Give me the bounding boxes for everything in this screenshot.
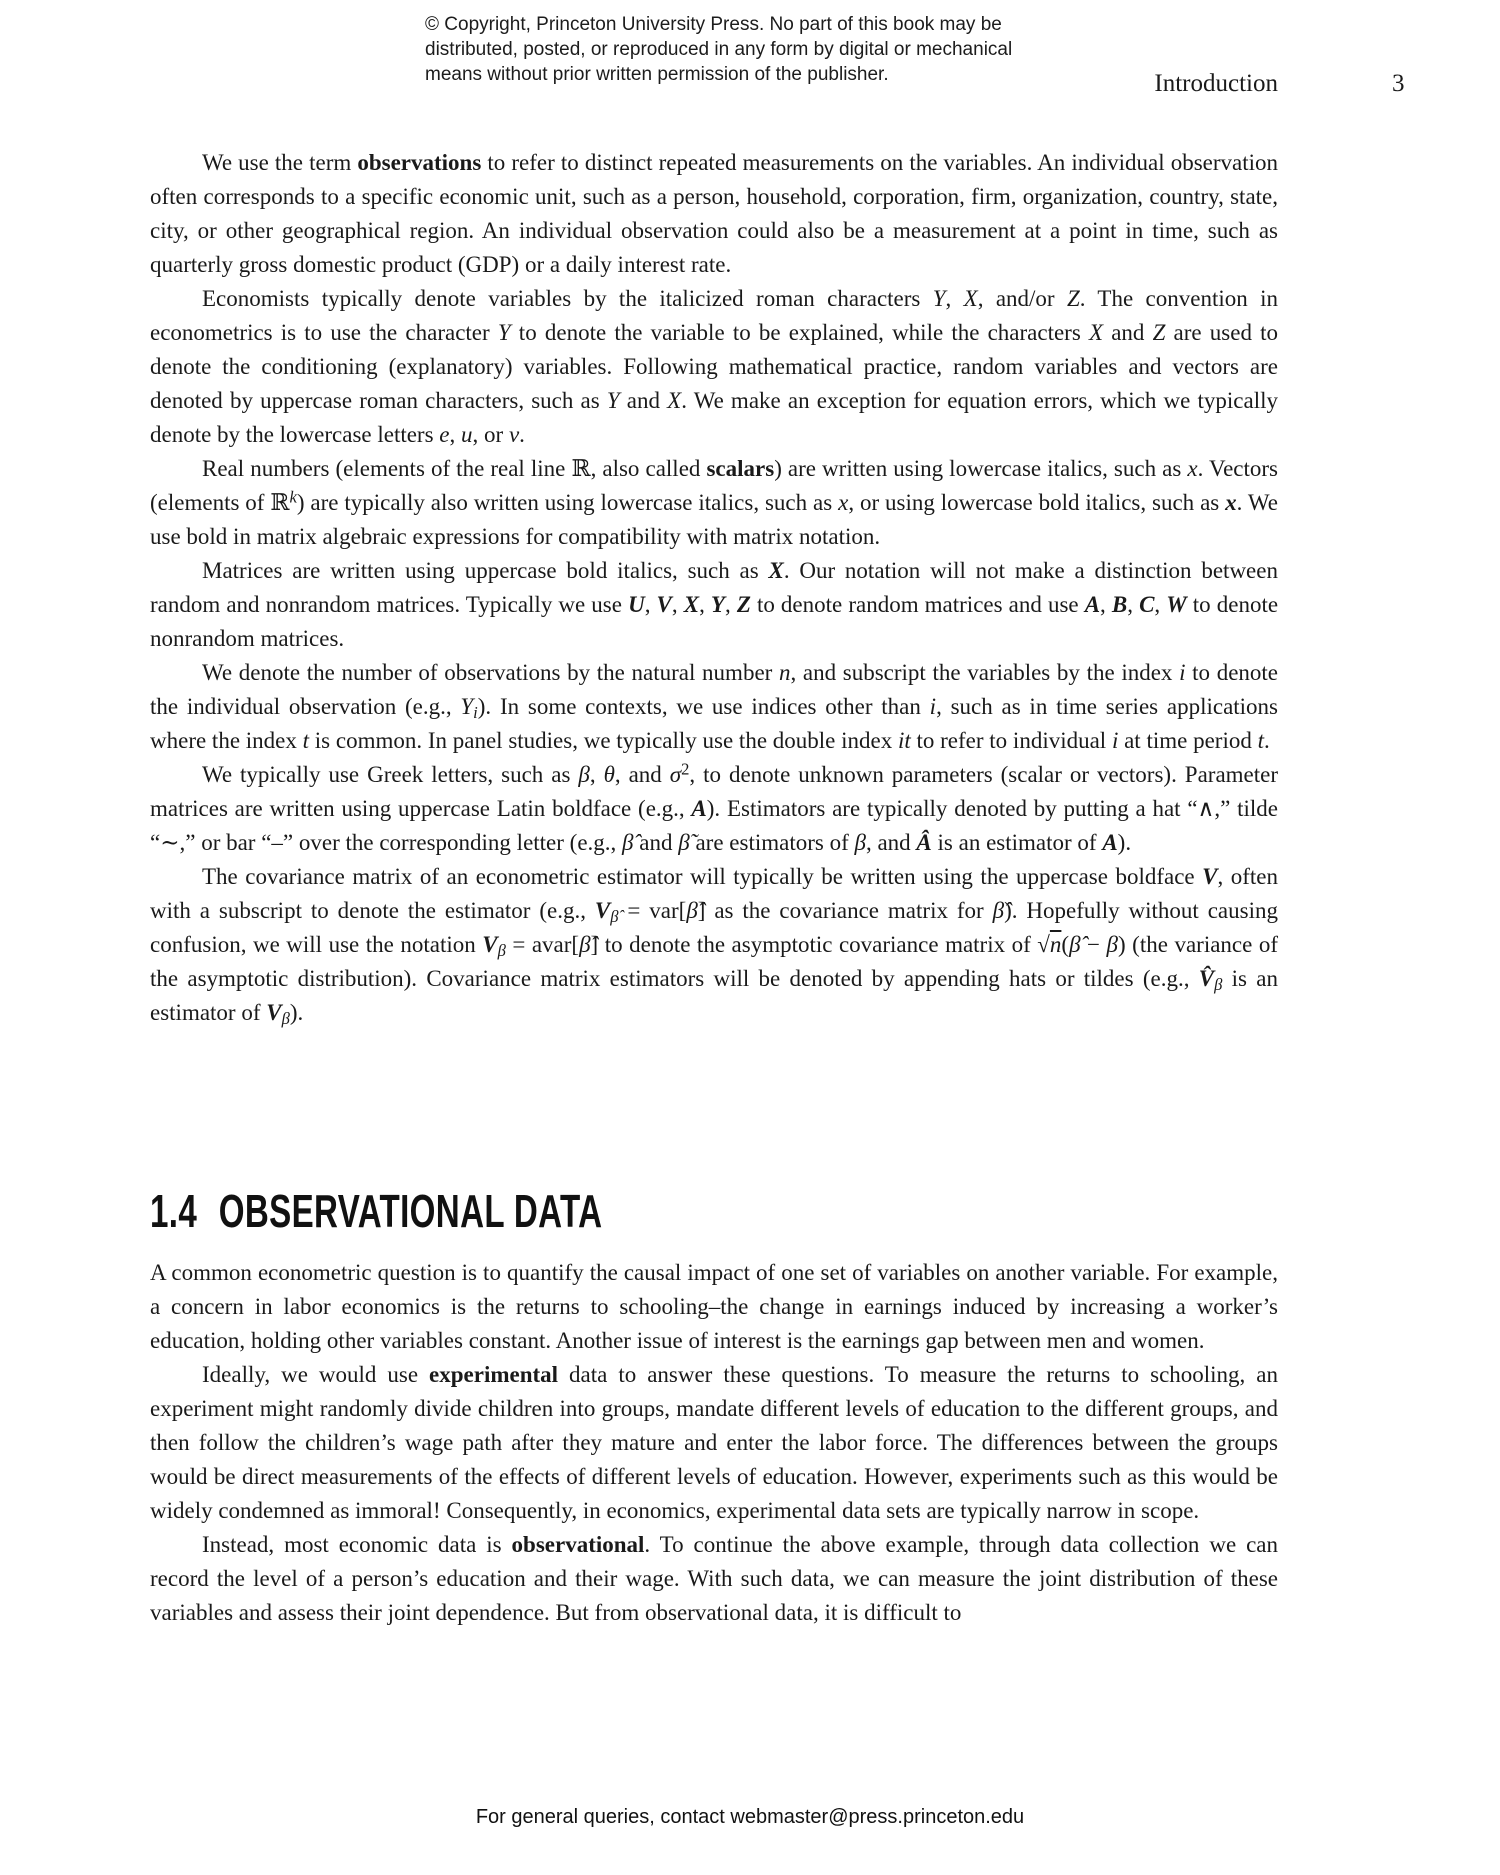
paragraph: We typically use Greek letters, such as β, θ, and $\sigma^2$, to denote unknown parameters (scalar or vectors). Parameter matrices are written using uppercase Latin boldface (e.g., A). Estimators are typically denoted by putting a hat “∧,” tilde “∼,” or bar “–” over the corresponding letter (e.g., β̂ and β̃ are estimators of β, and Â is an estimator of A).	[150, 759, 1279, 855]
paragraph: A common econometric question is to quantify the causal impact of one set of variables on another variable. For example, a concern in labor economics is the returns to schooling–the change in earnings induced by increasing a worker’s education, holding other variables constant. Another issue of interest is the earnings gap between men and women.	[150, 1260, 1278, 1353]
section-number: 1.4	[150, 1185, 198, 1237]
copyright-notice	[425, 12, 1012, 87]
copyright-line: © Copyright, Princeton University Press. No part of this book may be	[425, 14, 1002, 35]
page-number: 3	[1392, 70, 1405, 97]
paragraph: The covariance matrix of an econometric estimator will typically be written using the uppercase boldface V, often with a subscript to denote the estimator (e.g., $V_{\betâ}$ = var[β̂] as the covariance matrix for β̂). Hopefully without causing confusion, we will use the notation $V_\beta$ = avar[β̂] to denote the asymptotic covariance matrix of √n(β̂ − β) (the variance of the asymptotic distribution). Covariance matrix estimators will be denoted by appending hats or tildes (e.g., $V̂_\beta$ is an estimator of $V_\beta$).	[150, 864, 1278, 1029]
paragraph: We use the term observations to refer to distinct repeated measurements on the variables. An individual observation often corresponds to a specific economic unit, such as a person, household, corporation, firm, organization, country, state, city, or other geographical region. An individual observation could also be a measurement at a point in time, such as quarterly gross domestic product (GDP) or a daily interest rate.	[150, 150, 1278, 277]
copyright-line: means without prior written permission of the publisher.	[425, 64, 889, 85]
paragraph: Ideally, we would use experimental data to answer these questions. To measure the returns to schooling, an experiment might randomly divide children into groups, mandate different levels of education to the different groups, and then follow the children’s wage path after they mature and enter the labor force. The differences between the groups would be direct measurements of the effects of different levels of education. However, experiments such as this would be widely condemned as immoral! Consequently, in economics, experimental data sets are typically narrow in scope.	[150, 1362, 1278, 1523]
paragraph: We denote the number of observations by the natural number n, and subscript the variables by the index i to denote the individual observation (e.g., $Y_i$). In some contexts, we use indices other than i, such as in time series applications where the index t is common. In panel studies, we typically use the double index it to refer to individual i at time period t.	[150, 660, 1279, 753]
section-heading	[150, 1186, 602, 1236]
paragraph: Real numbers (elements of the real line ℝ, also called scalars) are written using lowercase italics, such as x. Vectors (elements of ℝ$^k$) are typically also written using lowercase italics, such as x, or using lowercase bold italics, such as x. We use bold in matrix algebraic expressions for compatibility with matrix notation.	[150, 456, 1278, 549]
paragraph: Instead, most economic data is observational. To continue the above example, through data collection we can record the level of a person’s education and their wage. With such data, we can measure the joint distribution of these variables and assess their joint dependence. But from observational data, it is difficult to	[150, 1532, 1278, 1625]
intro-text-block	[150, 146, 1278, 1030]
section-text-block	[150, 1256, 1278, 1630]
copyright-line: distributed, posted, or reproduced in any form by digital or mechanical	[425, 39, 1013, 60]
section-title: OBSERVATIONAL DATA	[218, 1185, 603, 1237]
paragraph: Economists typically denote variables by the italicized roman characters Y, X, and/or Z. The convention in econometrics is to use the character Y to denote the variable to be explained, while the characters X and Z are used to denote the conditioning (explanatory) variables. Following mathematical practice, random variables and vectors are denoted by uppercase roman characters, such as Y and X. We make an exception for equation errors, which we typically denote by the lowercase letters e, u, or v.	[150, 286, 1278, 447]
paragraph: Matrices are written using uppercase bold italics, such as X. Our notation will not make a distinction between random and nonrandom matrices. Typically we use U, V, X, Y, Z to denote random matrices and use A, B, C, W to denote nonrandom matrices.	[150, 558, 1279, 651]
footer-contact: For general queries, contact webmaster@press.princeton.edu	[475, 1806, 1025, 1828]
running-head-title: Introduction	[1154, 70, 1278, 97]
